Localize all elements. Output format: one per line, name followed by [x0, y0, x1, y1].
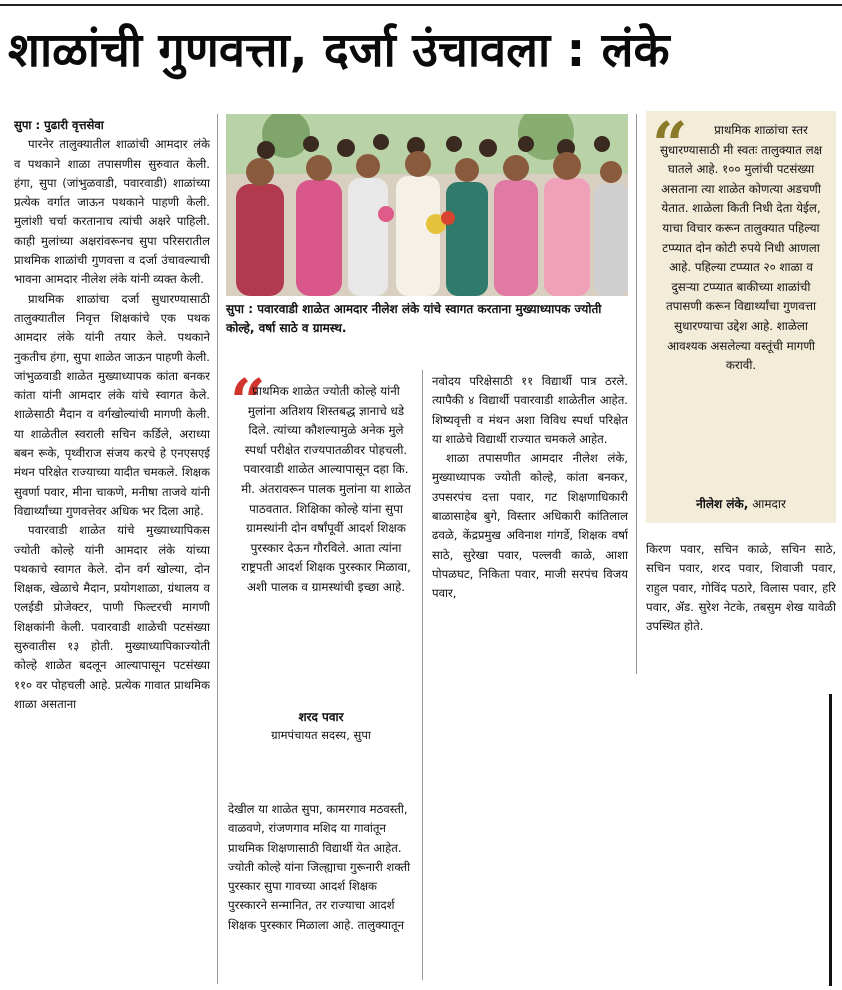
paragraph: पारनेर तालुक्यातील शाळांची आमदार लंके व पथकाने शाळा तपासणीस सुरुवात केली. हंगा, सुपा (जांभुळवाडी, पवारवाडी) शाळांच्या प्रत्येक वर्गात जाऊन पथकाने पाहणी केली. मुलांशी चर्चा करतानाच त्यांची अक्षरे पाहिली. काही मुलांच्या अक्षरांवरूनच सुपा परिसरातील प्राथमिक शाळांची गुणवत्ता व दर्जा उंचावल्याची भावना आमदार नीलेश लंके यांनी व्यक्त केली. [14, 137, 210, 287]
article-column-2 [228, 800, 412, 980]
pull-quote-text: प्राथमिक शाळांचा स्तर सुधारण्यासाठी मी स्वतः तालुक्यात लक्ष घातले आहे. १०० मुलांची पटसंख्या असताना त्या शाळेत कोणत्या अडचणी येतात. शाळेला किती निधी देता येईल, याचा विचार करून तालुक्यात पहिल्या टप्प्यात दोन कोटी रुपये निधी आणला आहे. पहिल्या टप्प्यात २० शाळा व दुसऱ्या टप्प्यात बाकीच्या शाळांची तपासणी करून विद्यार्थ्यांचा गुणवत्ता सुधारण्याचा उद्देश आहे. शाळेला आवश्यक असलेल्या वस्तूंची मागणी करावी. [659, 123, 823, 373]
article-column-4 [646, 540, 836, 680]
headline: शाळांची गुणवत्ता, दर्जा उंचावला : लंके [8, 23, 670, 78]
quote-author-designation: ग्रामपंचायत सदस्य, सुपा [271, 728, 371, 742]
article-column-3 [432, 372, 628, 672]
quote-mark-icon: “ [230, 365, 266, 438]
page-edge-bar [829, 694, 832, 986]
pull-quote-text: प्राथमिक शाळेत ज्योती कोल्हे यांनी मुलांना अतिशय शिस्तबद्ध ज्ञानाचे धडे दिले. त्यांच्या कौशल्यामुळे अनेक मुले स्पर्धा परीक्षेत राज्यपातळीवर पोहचली. पवारवाडी शाळेत आल्यापासून दहा कि. मी. अंतरावरून पालक मुलांना या शाळेत पाठवतात. शिक्षिका कोल्हे यांना सुपा ग्रामस्थांनी दोन वर्षांपूर्वी आदर्श शिक्षक पुरस्कार देऊन गौरविले. आता त्यांना राष्ट्रपती आदर्श शिक्षक पुरस्कार मिळावा, अशी पालक व ग्रामस्थांची इच्छा आहे. [241, 384, 411, 594]
top-rule [0, 4, 842, 6]
photo-caption: सुपा : पवारवाडी शाळेत आमदार नीलेश लंके यांचे स्वागत करताना मुख्याध्यापक ज्योती कोल्हे, वर्षा साठे व ग्रामस्थ. [226, 302, 602, 335]
paragraph: किरण पवार, सचिन काळे, सचिन साठे, सचिन पवार, शरद पवार, शिवाजी पवार, राहुल पवार, गोविंद पठारे, विलास पवार, हरि पवार, ॲड. सुरेश नेटके, तबसुम शेख यावेळी उपस्थित होते. [646, 542, 836, 634]
quote-author [646, 495, 836, 512]
paragraph: नवोदय परिक्षेसाठी ११ विद्यार्थी पात्र ठरले. त्यापैकी ४ विद्यार्थी पवारवाडी शाळेतील आहेत. शिष्यवृत्ती व मंथन अशा विविध स्पर्धा परिक्षेत या शाळेचे विद्यार्थी राज्यात चमकले आहेत. [432, 374, 628, 446]
pull-quote-left [228, 365, 414, 772]
pull-quote-right [646, 108, 836, 523]
column-divider [636, 114, 637, 674]
quote-author-name: नीलेश लंके, [696, 497, 749, 511]
paragraph: शाळा तपासणीत आमदार नीलेश लंके, मुख्याध्यापक ज्योती कोल्हे, कांता बनकर, उपसरपंच दत्ता पवार, गट शिक्षणाधिकारी बाळासाहेब बुगे, विस्तार अधिकारी कांतिलाल ढवळे, केंद्रप्रमुख अविनाश गांगर्डे, शिक्षक वर्षा साठे, सुरेखा पवार, पल्लवी काळे, आशा पोपळघट, निकिता पवार, माजी सरपंच विजय पवार, [432, 451, 628, 601]
column-divider [422, 370, 423, 980]
quote-mark-icon: “ [652, 108, 688, 181]
quote-author-designation: आमदार [748, 497, 786, 511]
quote-author-name: शरद पवार [298, 710, 344, 724]
paragraph: पवारवाडी शाळेत यांचे मुख्याध्यापिकस ज्योती कोल्हे यांनी आमदार लंके यांच्या पथकाचे स्वागत केले. दोन वर्ग खोल्या, दोन शिक्षक, खेळाचे मैदान, प्रयोगशाळा, ग्रंथालय व एलईडी प्रोजेक्टर, पाणी फिल्टरची मागणी शिक्षकांनी केली. पवारवाडी शाळेची पटसंख्या सुरुवातीस १३ होती. मुख्याध्यापिकाज्योती कोल्हे शाळेत बदलून आल्यापासून पटसंख्या ११० वर पोहचली आहे. प्रत्येक गावात प्राथमिक शाळा असताना [14, 523, 210, 711]
paragraph: प्राथमिक शाळांचा दर्जा सुधारण्यासाठी तालुक्यातील निवृत्त शिक्षकांचे एक पथक आमदार लंके यांनी तयार केले. पथकाने नुकतीच हंगा, सुपा शाळेत जाऊन पाहणी केली. जांभुळवाडी शाळेत मुख्याध्यापक कांता बनकर कांता यांनी आमदार लंके यांचे स्वागत केले. शाळेसाठी मैदान व वर्गखोल्यांची मागणी केली. या शाळेतील स्वराली सचिन कर्डिले, अराध्या बबन रूके, पृथ्वीराज संजय करचे हे एनएसएई मंथन परिक्षेत राज्याच्या यादीत चमकले. शिक्षक सुवर्णा पवार, मीना चाकणे, मनीषा ताजवे यांनी विद्यार्थ्यांच्या गुणवत्तेवर अधिक भर दिला आहे. [14, 291, 210, 518]
paragraph: देखील या शाळेत सुपा, कामरगाव मठवस्ती, वाळवणे, रांजणगाव मशिद या गावांतून प्राथमिक शिक्षणासाठी विद्यार्थी येत आहेत. ज्योती कोल्हे यांना जिल्ह्याचा गुरूनारी शक्ती पुरस्कार सुपा गावच्या आदर्श शिक्षक पुरस्कारने सन्मानित, तर राज्याचा आदर्श शिक्षक पुरस्कार मिळाला आहे. तालुक्यातून [228, 802, 411, 932]
article-column-1 [14, 116, 210, 986]
news-photo [226, 114, 628, 296]
dateline: सुपा : पुढारी वृत्तसेवा [14, 118, 104, 132]
column-divider [217, 114, 218, 984]
